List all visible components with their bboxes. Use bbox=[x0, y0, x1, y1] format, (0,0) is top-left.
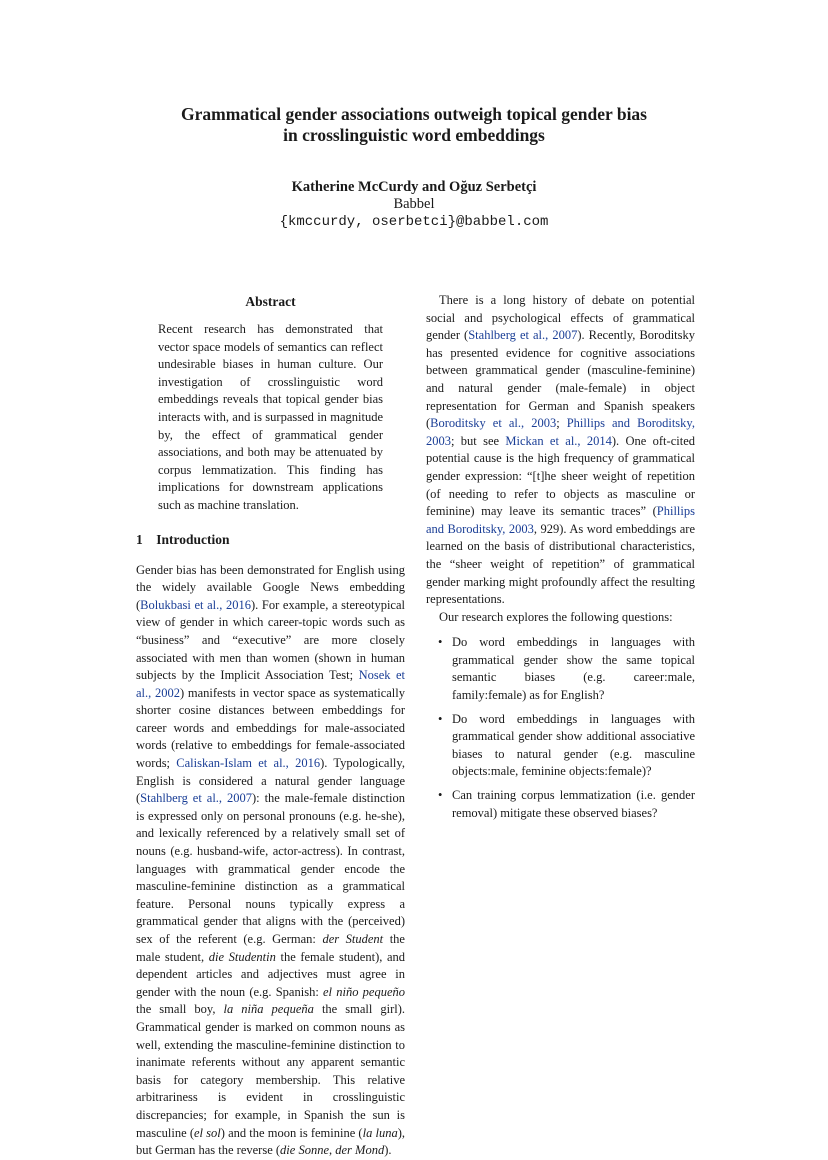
abstract-heading: Abstract bbox=[245, 294, 296, 309]
citation-link[interactable]: Stahlberg et al., 2007 bbox=[468, 328, 578, 343]
paper-title bbox=[110, 104, 718, 146]
text-run: There is a long history of debate on potential social and psychological effects of grammatical gender ( bbox=[426, 293, 695, 343]
text-run: the female student), and dependent articles and adjectives must agree in gender with the noun (e.g. Spanish: bbox=[136, 949, 406, 999]
intro-paragraph-3: Our research explores the following questions: bbox=[439, 609, 673, 624]
text-run: ). Recently, Boroditsky has presented evidence for cognitive associations between grammatical gender (masculine-feminine) and natural gender (male-female) in object representation for German and Spanish speakers ( bbox=[426, 328, 696, 431]
title-line-2: in crosslinguistic word embeddings bbox=[283, 125, 545, 145]
list-item bbox=[426, 634, 695, 704]
bullet-icon: • bbox=[438, 788, 443, 803]
intro-paragraph-1 bbox=[136, 562, 405, 1160]
research-questions-list bbox=[426, 634, 695, 822]
list-item bbox=[426, 787, 695, 822]
italic-example: der Mond bbox=[335, 1143, 385, 1158]
author-names: Katherine McCurdy and Oğuz Serbetçi bbox=[291, 179, 537, 195]
citation-link[interactable]: Bolukbasi et al., 2016 bbox=[140, 597, 252, 612]
italic-example: la luna bbox=[362, 1125, 398, 1140]
text-run: , 929). As word embeddings are learned on the basis of distributional characteristics, the “sheer weight of repetition” of grammatical gender marking might profoundly affect the resulting representations. bbox=[426, 521, 695, 607]
list-item-text: Do word embeddings in languages with grammatical gender show additional associative biases to natural gender (e.g. masculine objects:male, feminine objects:female)? bbox=[452, 711, 695, 779]
bullet-icon: • bbox=[438, 711, 443, 726]
italic-example: el niño pequeño bbox=[323, 984, 405, 999]
text-run: ), but German has the reverse ( bbox=[136, 1125, 405, 1158]
text-run: ). One oft-cited potential cause is the high frequency of grammatical gender expression: “[t]he sheer weight of repetition (of needing to refer to objects as masculine or feminine) may leave its semantic traces” ( bbox=[426, 433, 695, 519]
italic-example: la niña pequeña bbox=[223, 1002, 314, 1017]
section-number: 1 bbox=[136, 531, 143, 547]
list-item-text: Can training corpus lemmatization (i.e. gender removal) mitigate these observed biases? bbox=[452, 788, 695, 820]
author-affiliation: Babbel bbox=[393, 196, 435, 212]
text-run: ). bbox=[384, 1143, 392, 1158]
citation-link[interactable]: Nosek et al., 2002 bbox=[136, 668, 405, 700]
bullet-icon: • bbox=[438, 635, 443, 650]
title-line-1: Grammatical gender associations outweigh topical gender bias bbox=[180, 104, 647, 124]
italic-example: der Student bbox=[322, 932, 384, 946]
text-run: Gender bias has been demonstrated for English using the widely available Google News embedding ( bbox=[136, 562, 405, 612]
text-run: the small boy, bbox=[136, 1002, 224, 1017]
text-run: ). Typologically, English is considered a natural gender language ( bbox=[136, 756, 405, 806]
text-run: ) manifests in vector space as systematically shorter cosine distances between embeddings for career words and embeddings for male-associated words (relative to embeddings for female-associated words; bbox=[136, 685, 405, 771]
citation-link[interactable]: Boroditsky et al., 2003 bbox=[430, 416, 557, 431]
section-title: Introduction bbox=[156, 531, 230, 547]
list-item-text: Do word embeddings in languages with grammatical gender show the same topical semantic biases (e.g. career:male, family:female) as for English? bbox=[452, 635, 695, 703]
citation-link[interactable]: Phillips and Boroditsky, 2003 bbox=[426, 416, 695, 448]
citation-link[interactable]: Mickan et al., 2014 bbox=[505, 433, 612, 448]
text-run: the small girl). Grammatical gender is marked on common nouns as well, extending the masculine-feminine distinction to inanimate referents without any apparent semantic basis for category membership. This relative arbitrariness is evident in crosslinguistic discrepancies; for example, in Spanish the sun is masculine ( bbox=[136, 1002, 406, 1140]
section-heading-introduction bbox=[136, 530, 405, 549]
text-run: ) and the moon is feminine ( bbox=[220, 1125, 363, 1140]
text-run: , bbox=[329, 1143, 336, 1158]
citation-link[interactable]: Caliskan-Islam et al., 2016 bbox=[176, 756, 321, 771]
text-run: the male student, bbox=[136, 932, 405, 964]
text-run: ): the male-female distinction is expressed only on personal pronouns (e.g. he-she), and lexically referenced by a relatively small set of nouns (e.g. husband-wife, actor-actress). In contrast, languages with grammatical gender encode the masculine-feminine distinction as a grammatical feature. Personal nouns typically express a grammatical gender that aligns with the (perceived) sex of the referent (e.g. German: bbox=[136, 791, 405, 946]
text-run: ; but see bbox=[451, 433, 506, 448]
text-run: ). For example, a stereotypical view of gender in which career-topic words such as “business” and “executive” are more closely associated with men than women (shown in human subjects by the Implicit Association Test; bbox=[136, 597, 405, 683]
citation-link[interactable]: Stahlberg et al., 2007 bbox=[140, 791, 252, 806]
italic-example: die Sonne bbox=[280, 1143, 329, 1158]
abstract-text: Recent research has demonstrated that vector space models of semantics can reflect undesirable biases in human culture. Our investigation of crosslinguistic word embeddings reveals that topical gender bias interacts with, and is surpassed in magnitude by, the effect of grammatical gender associations, and both may be attenuated by corpus lemmatization. This finding has implications for downstream applications such as machine translation. bbox=[158, 322, 383, 512]
left-column bbox=[136, 292, 405, 1160]
list-item bbox=[426, 711, 695, 781]
italic-example: el sol bbox=[194, 1125, 221, 1140]
citation-link[interactable]: Phillips and Boroditsky, 2003 bbox=[426, 504, 695, 536]
author-email: {kmccurdy, oserbetci}@babbel.com bbox=[279, 214, 549, 230]
italic-example: die Studentin bbox=[208, 949, 276, 964]
text-run: ; bbox=[556, 416, 567, 431]
right-column bbox=[426, 292, 695, 828]
intro-paragraph-2 bbox=[426, 292, 695, 609]
